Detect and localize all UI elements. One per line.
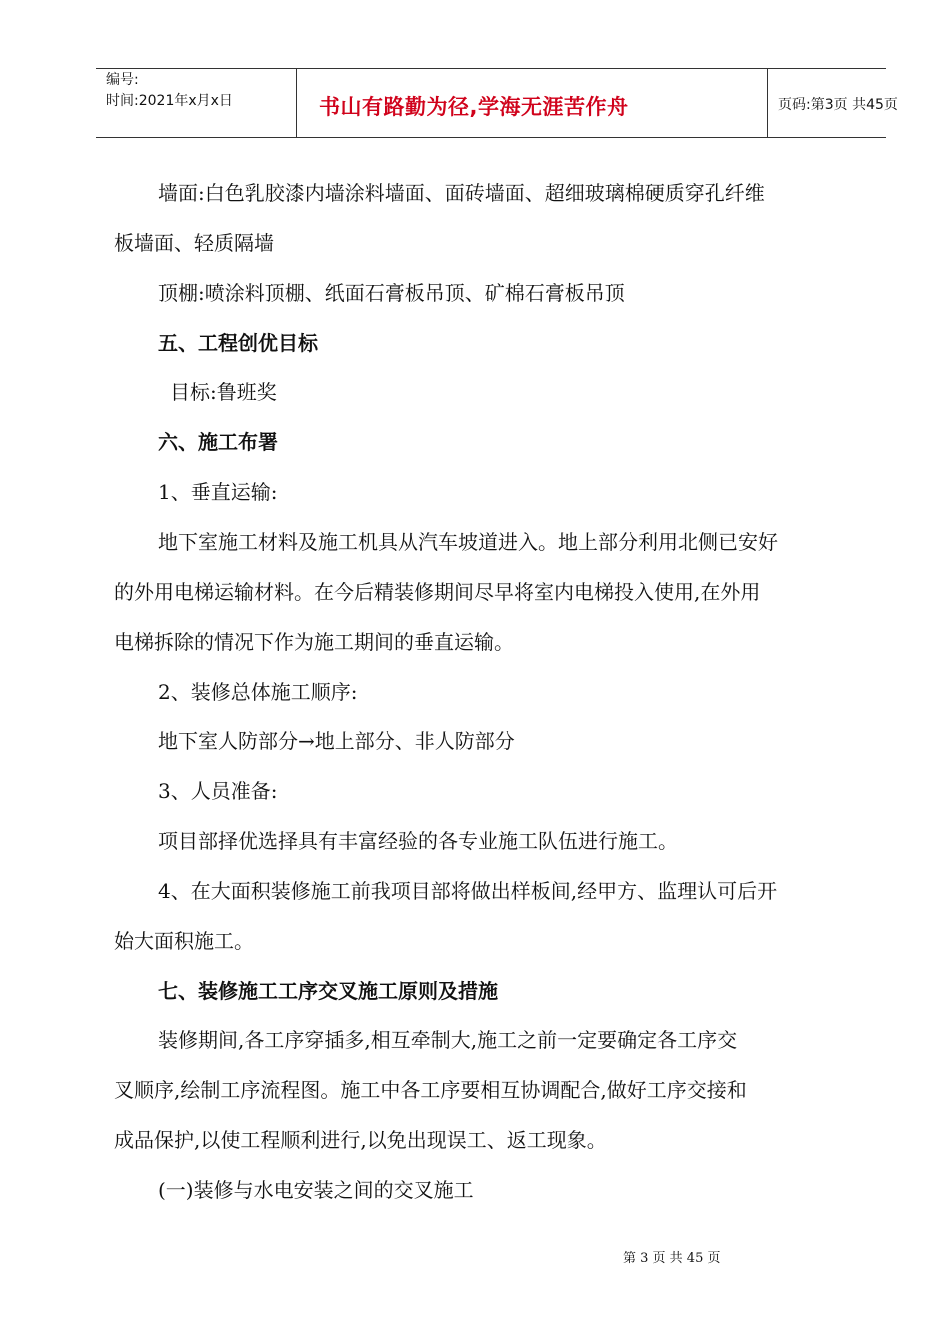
subheading-line: (一)装修与水电安装之间的交叉施工 xyxy=(158,1178,474,1202)
header-motto: 书山有路勤为径,学海无涯苦作舟 xyxy=(319,95,629,119)
page-header xyxy=(96,68,898,138)
paragraph-line: 项目部择优选择具有丰富经验的各专业施工队伍进行施工。 xyxy=(158,829,678,853)
paragraph-line: 电梯拆除的情况下作为施工期间的垂直运输。 xyxy=(114,630,514,654)
paragraph-line: 地下室人防部分→地上部分、非人防部分 xyxy=(158,729,515,753)
header-meta-cell xyxy=(96,69,297,137)
document-time-label: 时间:2021年x月x日 xyxy=(106,93,233,109)
header-page-cell xyxy=(768,69,898,137)
paragraph-line: 成品保护,以使工程顺利进行,以免出现误工、返工现象。 xyxy=(114,1128,607,1152)
section-heading: 五、工程创优目标 xyxy=(158,331,318,355)
document-number-label: 编号: xyxy=(106,72,139,88)
paragraph-line: 墙面:白色乳胶漆内墙涂料墙面、面砖墙面、超细玻璃棉硬质穿孔纤维 xyxy=(158,181,765,205)
paragraph-line: 顶棚:喷涂料顶棚、纸面石膏板吊顶、矿棉石膏板吊顶 xyxy=(158,281,625,305)
page-footer: 第 3 页 共 45 页 xyxy=(623,1251,721,1266)
subheading-line: 3、人员准备: xyxy=(158,779,278,803)
section-heading: 七、装修施工工序交叉施工原则及措施 xyxy=(158,979,498,1003)
paragraph-line: 始大面积施工。 xyxy=(114,929,254,953)
paragraph-line: 目标:鲁班奖 xyxy=(170,380,277,404)
header-motto-cell xyxy=(297,69,768,137)
paragraph-line: 4、在大面积装修施工前我项目部将做出样板间,经甲方、监理认可后开 xyxy=(158,879,778,903)
paragraph-line: 地下室施工材料及施工机具从汽车坡道进入。地上部分利用北侧已安好 xyxy=(158,530,778,554)
section-heading: 六、施工布署 xyxy=(158,430,278,454)
paragraph-line: 叉顺序,绘制工序流程图。施工中各工序要相互协调配合,做好工序交接和 xyxy=(114,1078,747,1102)
subheading-line: 2、装修总体施工顺序: xyxy=(158,680,358,704)
header-page-info: 页码:第3页 共45页 xyxy=(778,97,898,113)
paragraph-line: 的外用电梯运输材料。在今后精装修期间尽早将室内电梯投入使用,在外用 xyxy=(114,580,761,604)
subheading-line: 1、垂直运输: xyxy=(158,480,278,504)
paragraph-line: 装修期间,各工序穿插多,相互牵制大,施工之前一定要确定各工序交 xyxy=(158,1028,738,1052)
paragraph-line: 板墙面、轻质隔墙 xyxy=(114,231,274,255)
